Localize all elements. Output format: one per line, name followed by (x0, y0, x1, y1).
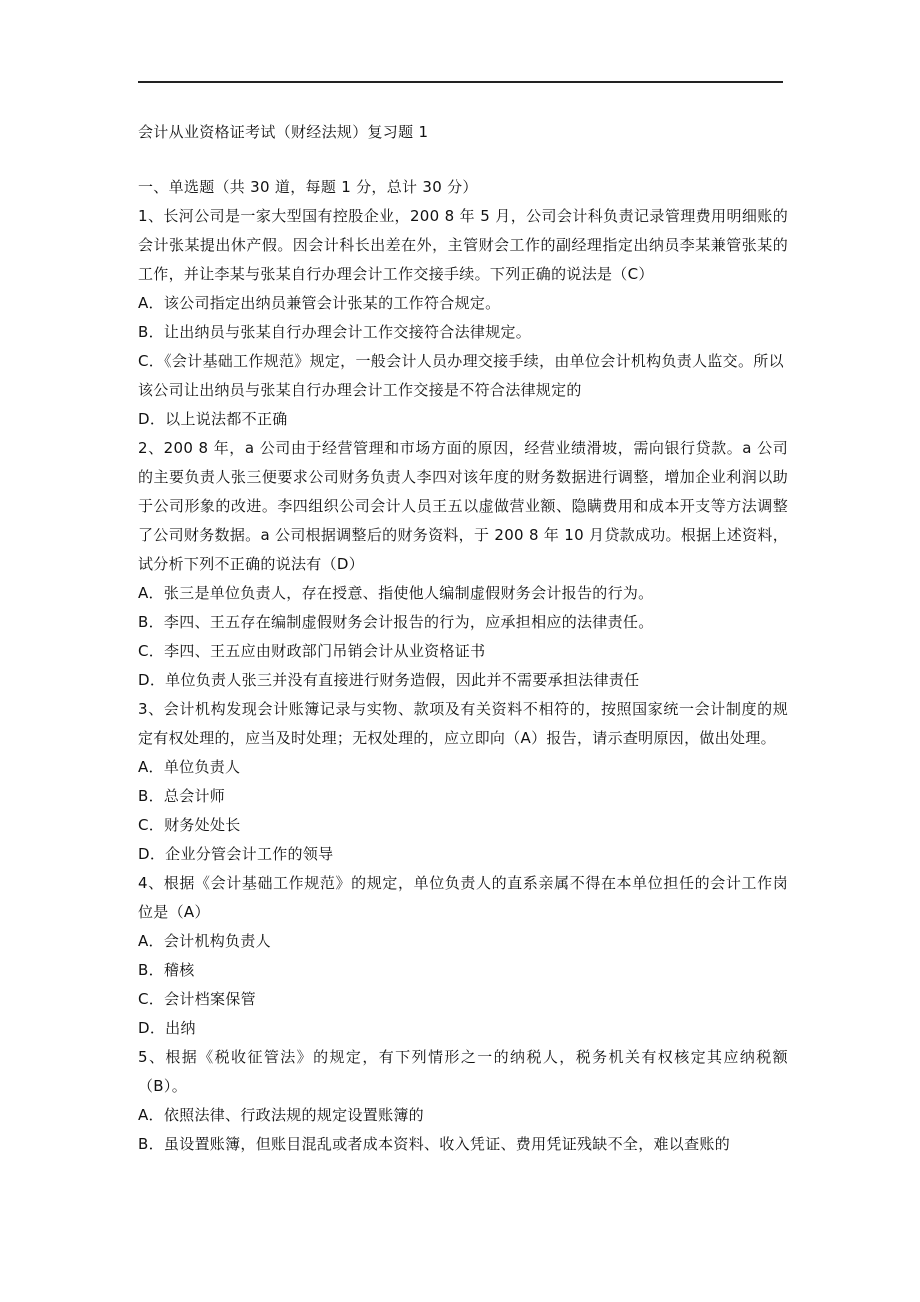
option-d: D．企业分管会计工作的领导 (138, 845, 334, 863)
option-d: D．单位负责人张三并没有直接进行财务造假，因此并不需要承担法律责任 (138, 671, 640, 689)
option-b: B．虽设置账簿，但账目混乱或者成本资料、收入凭证、费用凭证残缺不全，难以查账的 (138, 1135, 730, 1153)
option-a: A．该公司指定出纳员兼管会计张某的工作符合规定。 (138, 294, 501, 312)
document-body (138, 118, 788, 1159)
section-heading: 一、单选题（共 30 道，每题 1 分，总计 30 分） (138, 178, 478, 196)
question-5 (138, 1043, 788, 1159)
document-title: 会计从业资格证考试（财经法规）复习题 1 (138, 123, 429, 141)
question-stem: 3、会计机构发现会计账簿记录与实物、款项及有关资料不相符的，按照国家统一会计制度的规定有权处理的，应当及时处理；无权处理的，应立即向（A）报告，请示查明原因，做出处理。 (138, 700, 788, 747)
option-d: D．出纳 (138, 1019, 196, 1037)
question-stem: 5、根据《税收征管法》的规定，有下列情形之一的纳税人，税务机关有权核定其应纳税额（B）。 (138, 1048, 788, 1095)
option-d: D．以上说法都不正确 (138, 410, 288, 428)
question-stem: 4、根据《会计基础工作规范》的规定，单位负责人的直系亲属不得在本单位担任的会计工作岗位是（A） (138, 874, 788, 921)
option-b: B．让出纳员与张某自行办理会计工作交接符合法律规定。 (138, 323, 532, 341)
option-b: B．稽核 (138, 961, 195, 979)
option-b: B．总会计师 (138, 787, 226, 805)
option-a: A．单位负责人 (138, 758, 241, 776)
question-3 (138, 695, 788, 869)
option-c: C．《会计基础工作规范》规定，一般会计人员办理交接手续，由单位会计机构负责人监交。所以该公司让出纳员与张某自行办理会计工作交接是不符合法律规定的 (138, 352, 784, 399)
option-a: A．张三是单位负责人，存在授意、指使他人编制虚假财务会计报告的行为。 (138, 584, 654, 602)
option-c: C．财务处处长 (138, 816, 241, 834)
question-1 (138, 202, 788, 434)
option-c: C．李四、王五应由财政部门吊销会计从业资格证书 (138, 642, 486, 660)
header-rule (138, 81, 783, 83)
question-stem: 2、200 8 年，a 公司由于经营管理和市场方面的原因，经营业绩滑坡，需向银行贷款。a 公司的主要负责人张三便要求公司财务负责人李四对该年度的财务数据进行调整，增加企业利润以助于公司形象的改进。李四组织公司会计人员王五以虚做营业额、隐瞒费用和成本开支等方法调整了公司财务数据。a 公司根据调整后的财务资料，于 200 8 年 10 月贷款成功。根据上述资料，试分析下列不正确的说法有（D） (138, 439, 788, 573)
option-b: B．李四、王五存在编制虚假财务会计报告的行为，应承担相应的法律责任。 (138, 613, 654, 631)
question-2 (138, 434, 788, 695)
question-stem: 1、长河公司是一家大型国有控股企业，200 8 年 5 月，公司会计科负责记录管理费用明细账的会计张某提出休产假。因会计科长出差在外，主管财会工作的副经理指定出纳员李某兼管张某的工作，并让李某与张某自行办理会计工作交接手续。下列正确的说法是（C） (138, 207, 788, 283)
option-c: C．会计档案保管 (138, 990, 256, 1008)
option-a: A．会计机构负责人 (138, 932, 271, 950)
option-a: A．依照法律、行政法规的规定设置账簿的 (138, 1106, 424, 1124)
question-4 (138, 869, 788, 1043)
